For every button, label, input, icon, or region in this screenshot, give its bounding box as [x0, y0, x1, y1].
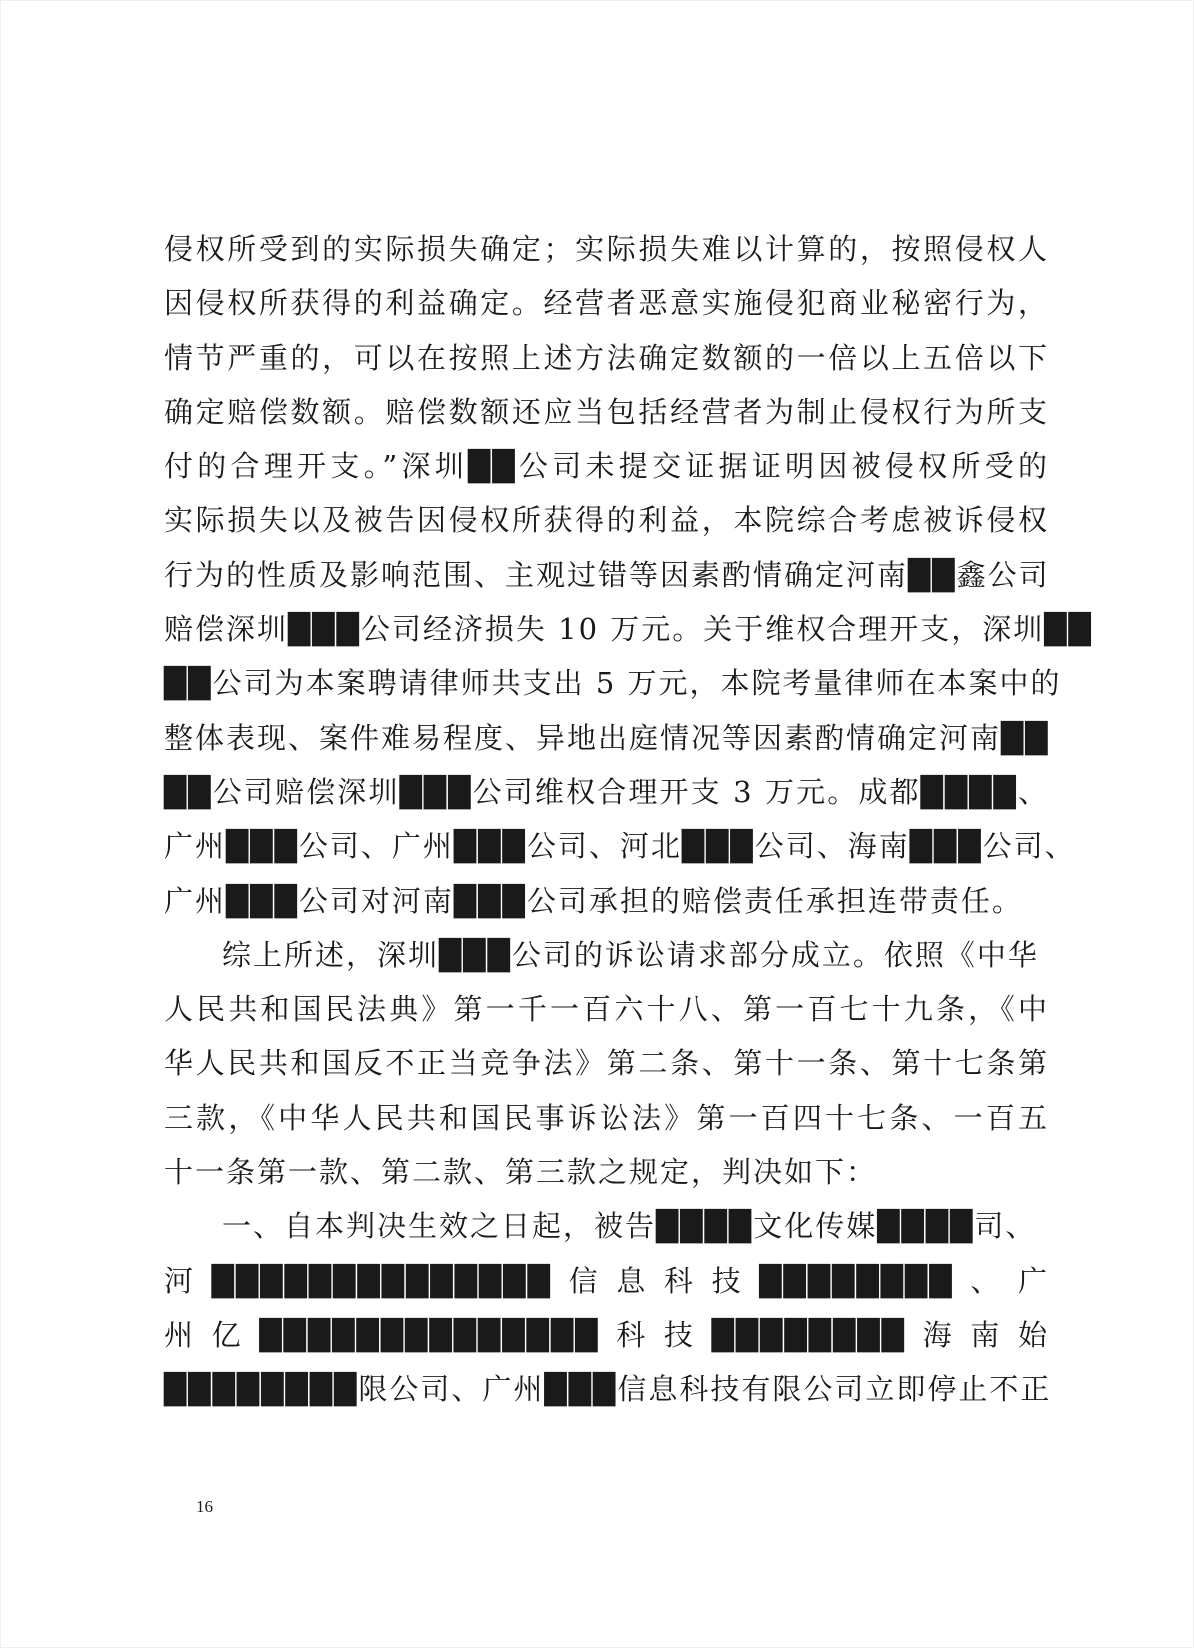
text-line: 赔偿深圳███公司经济损失 10 万元。关于维权合理开支，深圳██	[164, 612, 1093, 647]
text-line: 河██████████████信息科技████████、广	[164, 1263, 1049, 1298]
text-line: 人民共和国民法典》第一千一百六十八、第一百七十九条，《中	[164, 992, 1049, 1027]
text-line: 行为的性质及影响范围、主观过错等因素酌情确定河南██鑫公司	[164, 557, 1050, 592]
page-number: 16	[196, 1497, 213, 1516]
paragraph-start-line: 一、自本判决生效之日起，被告████文化传媒████司、	[222, 1209, 1037, 1244]
text-line: ██公司为本案聘请律师共支出 5 万元，本院考量律师在本案中的	[164, 666, 1062, 701]
text-line: ██公司赔偿深圳███公司维权合理开支 3 万元。成都████、	[164, 774, 1049, 809]
text-line: 州亿██████████████科技████████海南始	[164, 1317, 1049, 1352]
text-line: 确定赔偿数额。赔偿数额还应当包括经营者为制止侵权行为所支	[164, 394, 1049, 429]
text-line: 十一条第一款、第二款、第三款之规定，判决如下：	[164, 1155, 878, 1190]
text-line: 付的合理开支。”深圳██公司未提交证据证明因被侵权所受的	[164, 449, 1049, 484]
text-line: ████████限公司、广州███信息科技有限公司立即停止不正	[164, 1372, 1052, 1407]
text-line: 整体表现、案件难易程度、异地出庭情况等因素酌情确定河南██	[164, 720, 1050, 755]
text-line: 华人民共和国反不正当竞争法》第二条、第十一条、第十七条第	[164, 1046, 1049, 1081]
text-line: 三款，《中华人民共和国民事诉讼法》第一百四十七条、一百五	[164, 1100, 1049, 1135]
text-line: 广州███公司对河南███公司承担的赔偿责任承担连带责任。	[164, 883, 1023, 918]
text-line: 因侵权所获得的利益确定。经营者恶意实施侵犯商业秘密行为，	[164, 286, 1049, 321]
text-line: 广州███公司、广州███公司、河北███公司、海南███公司、	[164, 829, 1076, 864]
text-line: 实际损失以及被告因侵权所获得的利益，本院综合考虑被诉侵权	[164, 503, 1049, 538]
paragraph-start-line: 综上所述，深圳███公司的诉讼请求部分成立。依照《中华	[222, 937, 1039, 972]
text-line: 情节严重的，可以在按照上述方法确定数额的一倍以上五倍以下	[164, 340, 1049, 375]
text-line: 侵权所受到的实际损失确定；实际损失难以计算的，按照侵权人	[164, 232, 1049, 266]
document-body	[164, 222, 1093, 1417]
